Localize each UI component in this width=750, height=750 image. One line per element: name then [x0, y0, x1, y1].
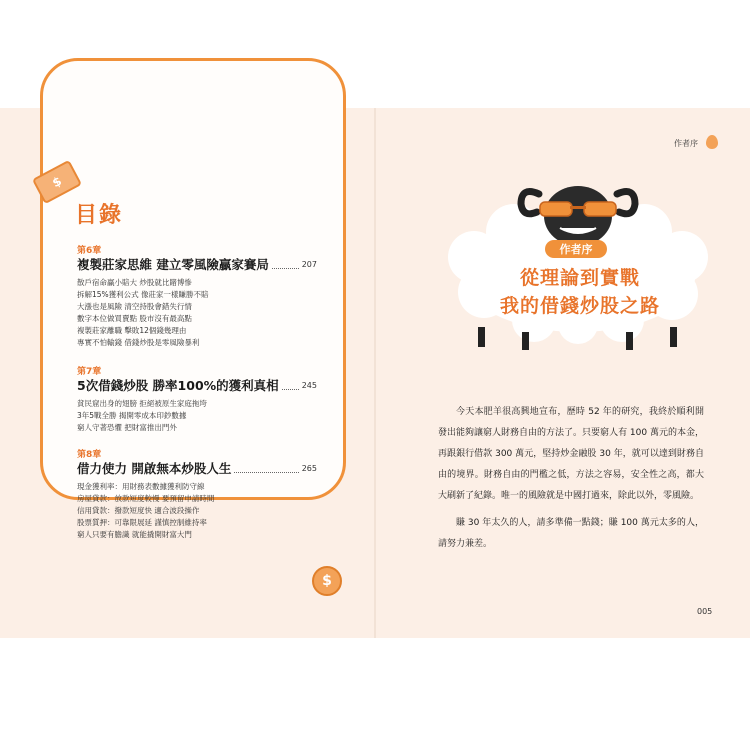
subsection-list [77, 481, 317, 541]
preface-heading [470, 264, 690, 320]
subsection-item: 貧民窟出身的翅膀 拒絕被原生家庭拖垮 [77, 399, 207, 408]
subsection-item: 拆解15%獲利公式 像莊家一樣賺勝不賠 [77, 290, 209, 299]
subsection-item: 信用貸款：撥款短度快 適合波段操作 [77, 506, 200, 515]
dollar-coin-icon: $ [312, 566, 342, 596]
chapter-number: 第7章 [77, 367, 102, 377]
chapter-number: 第8章 [77, 450, 102, 460]
page-number: 005 [697, 607, 713, 616]
chapter-page: 265 [301, 464, 317, 473]
running-header: 作者序 [674, 139, 698, 148]
heading-line-2: 我的借錢炒股之路 [499, 295, 660, 317]
toc-title: 目錄 [75, 203, 124, 228]
preface-body [438, 402, 704, 561]
subsection-item: 房屋貸款：放款短度較慢 要預留申請時間 [77, 494, 215, 503]
subsection-item: 數字本位做買賣點 股市沒有最高點 [77, 314, 192, 323]
chapter-title: 5次借錢炒股 勝率100%的獲利真相 [77, 378, 279, 393]
subsection-item: 窮人只要有膽識 就能撬開財富大門 [77, 530, 192, 539]
chapter-title-row[interactable] [77, 461, 317, 477]
chapter-page: 245 [301, 381, 317, 390]
leader-dots [272, 268, 299, 269]
subsection-item: 股票質押：可靠限展延 謹慎控制維持率 [77, 518, 207, 527]
chapter-title-row[interactable] [77, 257, 317, 273]
subsection-item: 3年5戰全勝 揭開零成本印鈔數據 [77, 411, 187, 420]
paragraph: 賺 30 年太久的人，請多準備一點錢；賺 100 萬元太多的人，請努力兼差。 [438, 518, 704, 549]
chapter-number: 第6章 [77, 246, 102, 256]
subsection-list [77, 277, 317, 349]
preface-banner: 作者序 [545, 240, 607, 258]
chapter-8 [77, 450, 317, 541]
subsection-item: 複製莊家離職 擊敗12個錢幾理由 [77, 326, 187, 335]
subsection-item: 窮人守著恐懼 把財富推出門外 [77, 423, 177, 432]
chapter-page: 207 [301, 260, 317, 269]
dollar-bill-icon: $ [32, 160, 82, 204]
page-gutter [374, 108, 376, 638]
paragraph: 今天本肥羊很高興地宣布，歷時 52 年的研究，我終於順利開發出能夠讓窮人財務自由的方法了。只要窮人有 100 萬元的本金，再跟銀行借款 300 萬元，堅持炒金融股 30 年，就可以達到財務自由的境界。財務自由的門檻之低，方法之容易，安全性之高，都大大刷新了紀錄。唯一的風險就是中國打過來，除此以外，零風險。 [438, 407, 704, 501]
subsection-item: 散戶宿命贏小賠大 炒股就比賭博慘 [77, 278, 192, 287]
chapter-7 [77, 367, 317, 434]
chapter-6 [77, 246, 317, 349]
subsection-item: 專實不怕輸錢 借錢炒股是零風險暴利 [77, 338, 200, 347]
leader-dots [282, 389, 299, 390]
chapter-title: 複製莊家思維 建立零風險贏家賽局 [77, 257, 269, 272]
chapter-title-row[interactable] [77, 378, 317, 394]
leader-dots [234, 472, 298, 473]
subsection-item: 現金獲利率：用財務表數據獲利防守線 [77, 482, 205, 491]
drop-icon [706, 135, 718, 149]
chapter-title: 借力使力 開啟無本炒股人生 [77, 461, 232, 476]
subsection-item: 大漲也是風險 清空持股會錯失行情 [77, 302, 192, 311]
subsection-list [77, 398, 317, 434]
heading-line-1: 從理論到實戰 [519, 267, 640, 289]
